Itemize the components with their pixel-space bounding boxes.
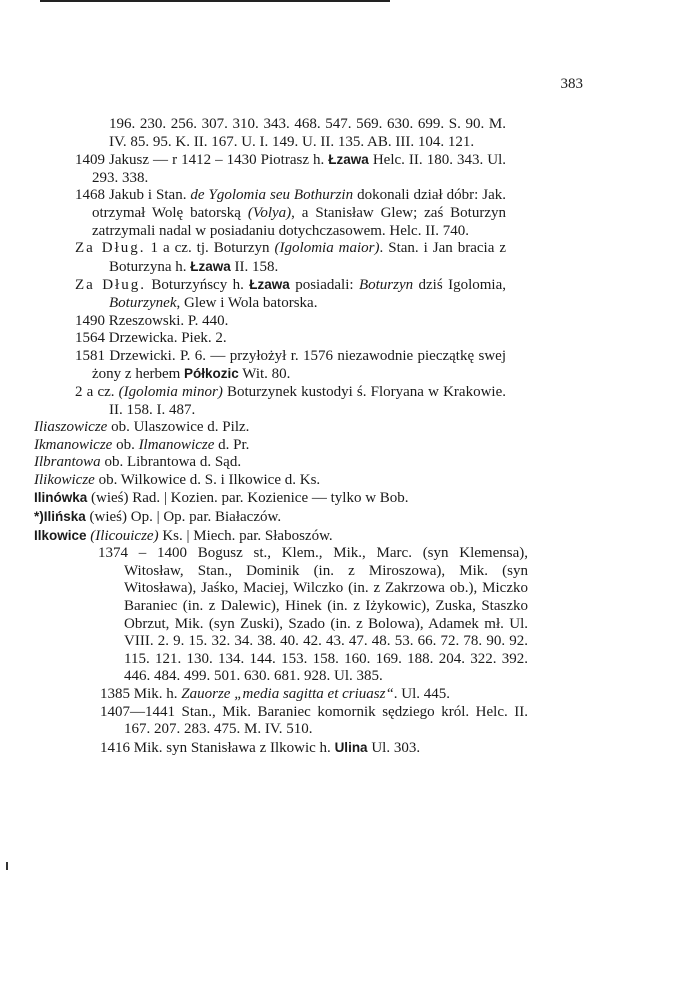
paragraph-1407: 1407—1441 Stan., Mik. Baraniec komornik sędziego król. Helc. II. 167. 207. 283. 475. M. IV. 510. xyxy=(100,703,528,738)
entry-ilinska: *)Ilińska (wieś) Op. | Op. par. Białaczów. xyxy=(34,509,282,526)
top-rule xyxy=(40,0,390,2)
paragraph-1564: 1564 Drzewicka. Piek. 2. xyxy=(75,330,227,347)
paragraph-1385: 1385 Mik. h. Zauorze „media sagitta et criuasz“. Ul. 445. xyxy=(100,686,451,702)
paragraph-1374: 1374 – 1400 Bogusz st., Klem., Mik., Marc. (syn Klemensa), Witosław, Stan., Dominik (in. z Miroszowa), Mik. (syn Witosława), Jaśko, Maciej, Wilczko (in. z Zakrzowa ob.), Miczko Baraniec (in. z Dalewic), Hinek (in. z Iżykowic), Zuska, Staszko Obrzut, Mik. (syn Zuski), Szado (in. z Bolowa), Adamek mł. Ul. VIII. 2. 9. 15. 32. 34. 38. 40. 42. 43. 47. 48. 53. 66. 72. 78. 90. 92. 115. 121. 130. 134. 144. 153. 158. 160. 169. 188. 204. 322. 392. 446. 484. 499. 501. 630. 681. 928. Ul. 385. xyxy=(98,545,528,685)
margin-mark xyxy=(6,862,8,870)
paragraph-dlug-2: Za Dług. Boturzyńscy h. Łzawa posiadali: Boturzyn dziś Igolomia, Boturzynek, Glew i Wola batorska. xyxy=(75,277,506,311)
page-number: 383 xyxy=(560,76,583,92)
paragraph-1581: 1581 Drzewicki. P. 6. — przyłożył r. 1576 niezawodnie pieczątkę swej żony z herbem Półkozic Wit. 80. xyxy=(75,347,506,383)
entry-ilinowka: Ilinówka (wieś) Rad. | Kozien. par. Kozienice — tylko w Bob. xyxy=(34,490,409,507)
paragraph-1409: 1409 Jakusz — r 1412 – 1430 Piotrasz h. Łzawa Helc. II. 180. 343. Ul. 293. 338. xyxy=(75,152,506,186)
page-body xyxy=(0,116,678,757)
entry-ilkowice: Ilkowice (Ilicouicze) Ks. | Miech. par. Słaboszów. xyxy=(34,527,333,544)
paragraph-dlug-1: Za Dług. 1 a cz. tj. Boturzyn (Igolomia maior). Stan. i Jan bracia z Boturzyna h. Łzawa II. 158. xyxy=(75,240,506,275)
paragraph-1416: 1416 Mik. syn Stanisława z Ilkowic h. Ulina Ul. 303. xyxy=(100,739,421,756)
paragraph-part-2: 2 a cz. (Igolomia minor) Boturzynek kustodyi ś. Floryana w Krakowie. II. 158. I. 487. xyxy=(75,383,506,418)
paragraph-references: 196. 230. 256. 307. 310. 343. 468. 547. 569. 630. 699. S. 90. M. IV. 85. 95. K. II. 167. U. I. 149. U. II. 135. AB. III. 104. 121. xyxy=(109,116,506,150)
entry-ilikowicze: Ilikowicze ob. Wilkowice d. S. i Ilkowice d. Ks. xyxy=(34,471,321,488)
entry-ilbrantowa: Ilbrantowa ob. Librantowa d. Sąd. xyxy=(34,454,242,471)
entry-ikmanowicze: Ikmanowicze ob. Ilmanowicze d. Pr. xyxy=(34,436,250,453)
paragraph-1490: 1490 Rzeszowski. P. 440. xyxy=(75,312,229,329)
entry-iliaszowicze: Iliaszowicze ob. Ulaszowice d. Pilz. xyxy=(34,419,250,436)
paragraph-1468: 1468 Jakub i Stan. de Ygolomia seu Bothurzin dokonali dział dóbr: Jak. otrzymał Wolę batorską (Volya), a Stanisław Glew; zaś Boturzyn zatrzymali nadal w posiadaniu dotychczasowem. Helc. II. 740. xyxy=(75,187,507,239)
